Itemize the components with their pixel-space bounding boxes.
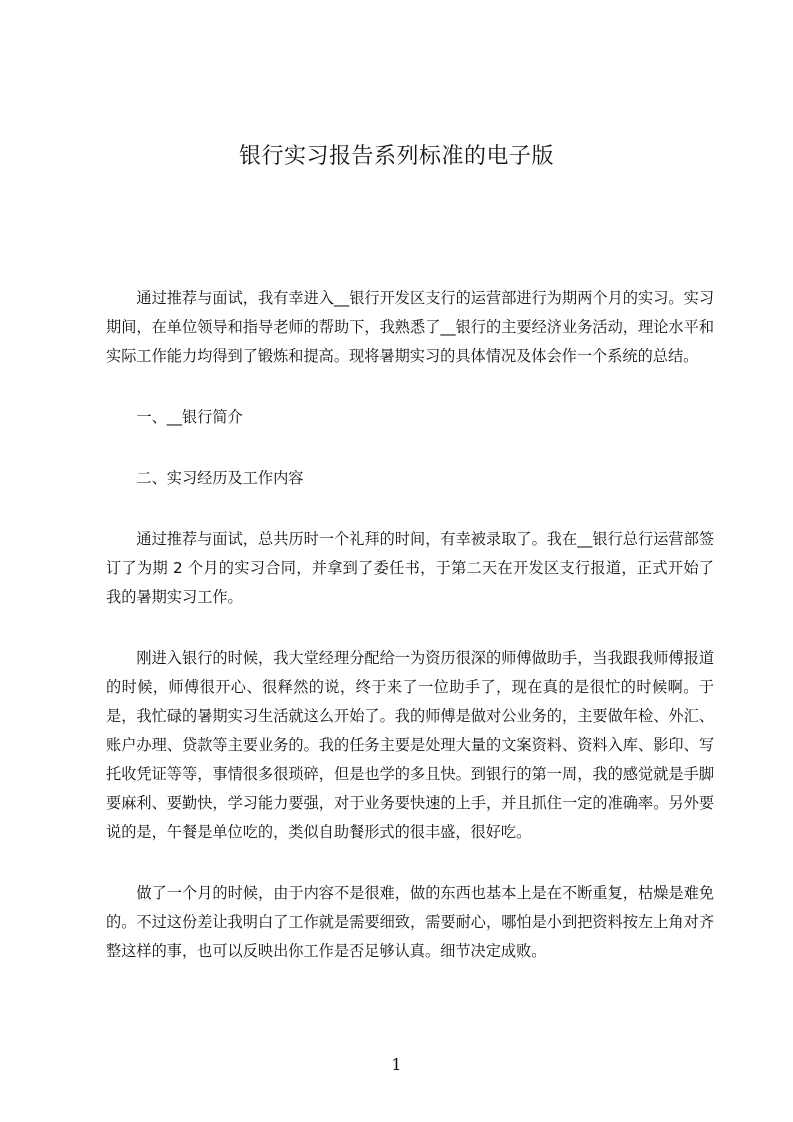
paragraph-one-month: 做了一个月的时候，由于内容不是很难，做的东西也基本上是在不断重复，枯燥是难免的。不过这份差让我明白了工作就是需要细致，需要耐心，哪怕是小到把资料按左上角对齐整这样的事，也可以反映出你工作是否足够认真。细节决定成败。 bbox=[106, 884, 714, 960]
document-body bbox=[106, 284, 714, 998]
paragraph-first-weeks: 刚进入银行的时候，我大堂经理分配给一为资历很深的师傅做助手，当我跟我师傅报道的时候，师傅很开心、很释然的说，终于来了一位助手了，现在真的是很忙的时候啊。于是，我忙碌的暑期实习生活就这么开始了。我的师傅是做对公业务的，主要做年检、外汇、账户办理、贷款等主要业务的。我的任务主要是处理大量的文案资料、资料入库、影印、写托收凭证等等，事情很多很琐碎，但是也学的多且快。到银行的第一周，我的感觉就是手脚要麻利、要勤快，学习能力要强，对于业务要快速的上手，并且抓住一定的准确率。另外要说的是，午餐是单位吃的，类似自助餐形式的很丰盛，很好吃。 bbox=[106, 649, 714, 841]
paragraph-intro: 通过推荐与面试，我有幸进入__银行开发区支行的运营部进行为期两个月的实习。实习期间，在单位领导和指导老师的帮助下，我熟悉了__银行的主要经济业务活动，理论水平和实际工作能力均得到了锻炼和提高。现将暑期实习的具体情况及体会作一个系统的总结。 bbox=[106, 289, 714, 365]
section-heading-internship: 二、实习经历及工作内容 bbox=[136, 469, 304, 487]
page-number: 1 bbox=[391, 1055, 402, 1074]
section-heading-bank-intro: 一、__银行简介 bbox=[136, 408, 243, 426]
paragraph-recruitment: 通过推荐与面试，总共历时一个礼拜的时间，有幸被录取了。我在__银行总行运营部签订了为期 2 个月的实习合同，并拿到了委任书，于第二天在开发区支行报道，正式开始了我的暑期实习工作。 bbox=[106, 530, 714, 606]
document-title: 银行实习报告系列标准的电子版 bbox=[238, 144, 554, 169]
